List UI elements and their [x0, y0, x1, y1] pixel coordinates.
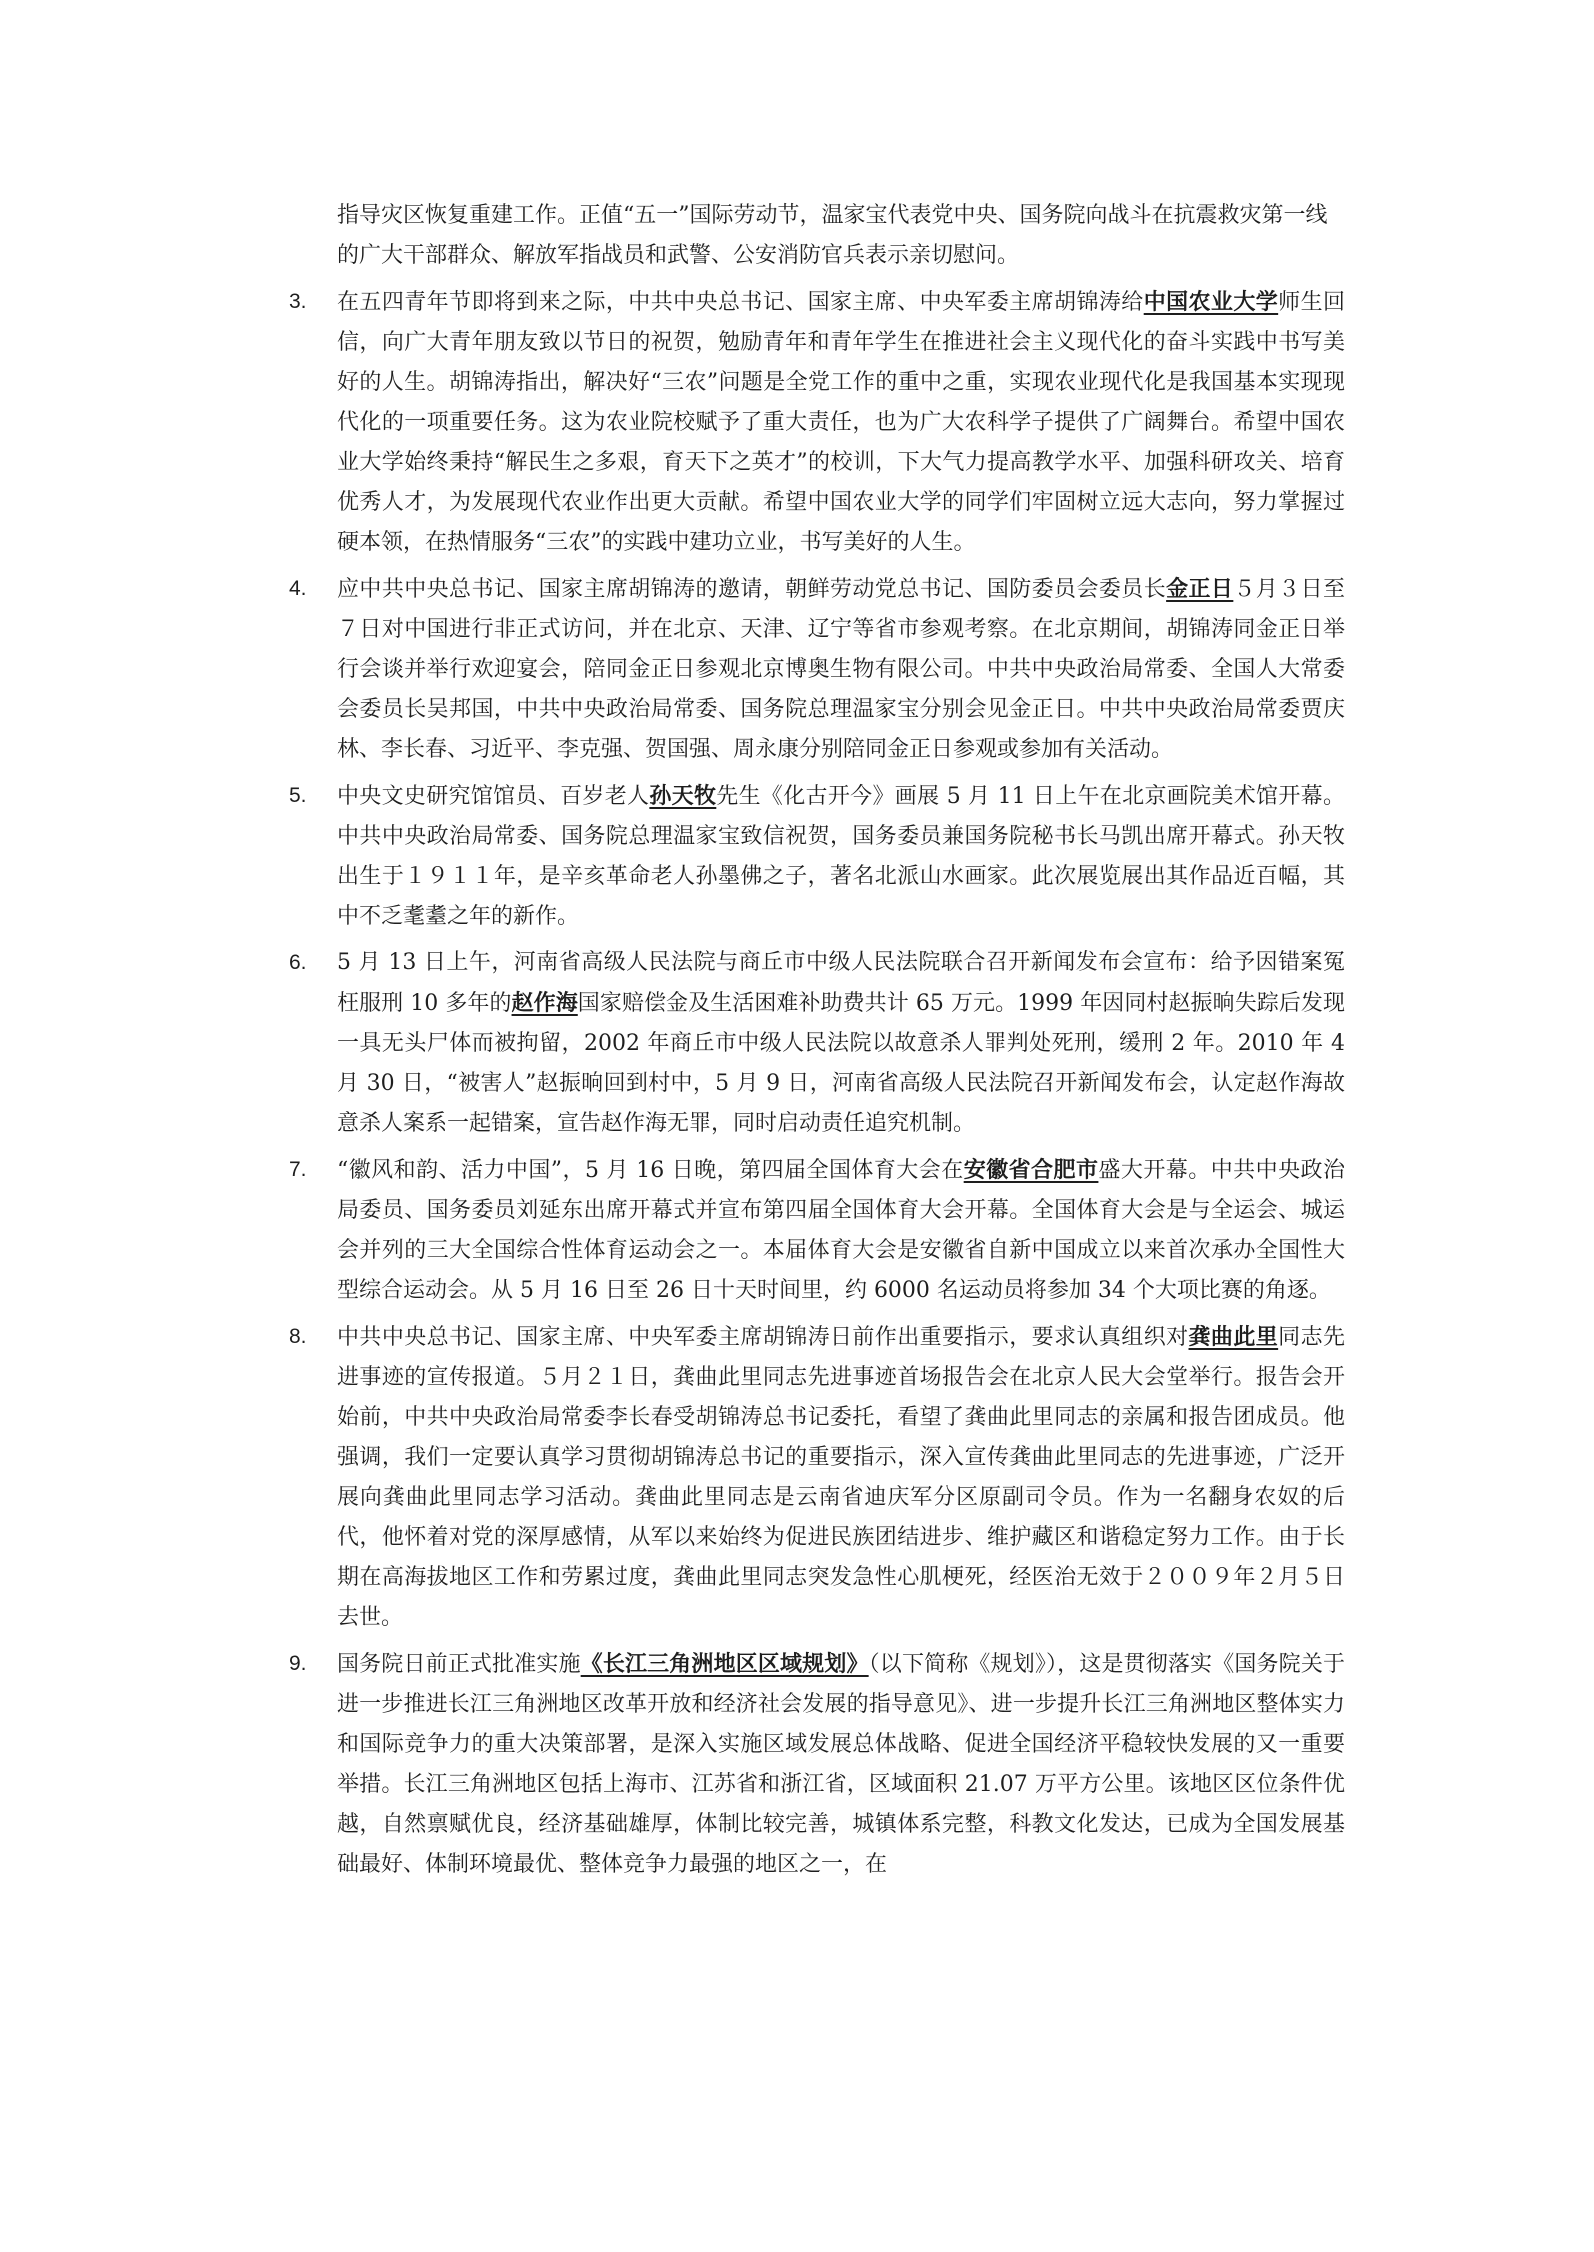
item-text: 先生《化古开今》画展 5 月 11 日上午在北京画院美术馆开幕。中共中央政治局常委、国务院总理温家宝致信祝贺，国务委员兼国务院秘书长马凯出席开幕式。孙天牧出生于１９１１年，是辛亥革命老人孙墨佛之子，著名北派山水画家。此次展览展出其作品近百幅，其中不乏耄耋之年的新作。 [337, 784, 1345, 929]
item-number: 7. [289, 1158, 307, 1181]
lead-paragraph: 指导灾区恢复重建工作。正值“五一”国际劳动节，温家宝代表党中央、国务院向战斗在抗震救灾第一线的广大干部群众、解放军指战员和武警、公安消防官兵表示亲切慰问。 [337, 203, 1328, 268]
item-text: 中央文史研究馆馆员、百岁老人 [337, 784, 650, 809]
item-number: 6. [289, 951, 307, 974]
item-text: “徽风和韵、活力中国”，5 月 16 日晚，第四届全国体育大会在 [337, 1158, 964, 1183]
entity-link[interactable]: 龚曲此里 [1188, 1324, 1279, 1350]
list-item-7 [285, 1150, 1345, 1311]
entity-link[interactable]: 安徽省合肥市 [963, 1157, 1099, 1183]
entity-link[interactable]: 《长江三角洲地区区域规划》 [580, 1651, 869, 1677]
list-item-3 [285, 282, 1345, 563]
entity-link[interactable]: 孙天牧 [649, 783, 717, 809]
item-text: 国务院日前正式批准实施 [337, 1652, 581, 1677]
item-text: 盛大开幕。中共中央政治局委员、国务委员刘延东出席开幕式并宣布第四届全国体育大会开幕。全国体育大会是与全运会、城运会并列的三大全国综合性体育运动会之一。本届体育大会是安徽省自新中国成立以来首次承办全国性大型综合运动会。从 5 月 16 日至 26 日十天时间里，约 6000 名运动员将参加 34 个大项比赛的角逐。 [337, 1158, 1345, 1303]
list-item-8 [285, 1317, 1345, 1638]
list-item-9 [285, 1644, 1345, 1885]
entity-link[interactable]: 金正日 [1166, 576, 1234, 602]
item-number: 3. [289, 290, 307, 313]
item-number: 9. [289, 1652, 307, 1675]
item-number: 5. [289, 784, 307, 807]
item-text: 师生回信，向广大青年朋友致以节日的祝贺，勉励青年和青年学生在推进社会主义现代化的奋斗实践中书写美好的人生。胡锦涛指出，解决好“三农”问题是全党工作的重中之重，实现农业现代化是我国基本实现现代化的一项重要任务。这为农业院校赋予了重大责任，也为广大农科学子提供了广阔舞台。希望中国农业大学始终秉持“解民生之多艰，育天下之英才”的校训，下大气力提高教学水平、加强科研攻关、培育优秀人才，为发展现代农业作出更大贡献。希望中国农业大学的同学们牢固树立远大志向，努力掌握过硬本领，在热情服务“三农”的实践中建功立业，书写美好的人生。 [337, 290, 1345, 555]
entity-link[interactable]: 赵作海 [511, 990, 578, 1016]
item-text: 同志先进事迹的宣传报道。５月２１日，龚曲此里同志先进事迹首场报告会在北京人民大会堂举行。报告会开始前，中共中央政治局常委李长春受胡锦涛总书记委托，看望了龚曲此里同志的亲属和报告团成员。他强调，我们一定要认真学习贯彻胡锦涛总书记的重要指示，深入宣传龚曲此里同志的先进事迹，广泛开展向龚曲此里同志学习活动。龚曲此里同志是云南省迪庆军分区原副司令员。作为一名翻身农奴的后代，他怀着对党的深厚感情，从军以来始终为促进民族团结进步、维护藏区和谐稳定努力工作。由于长期在高海拔地区工作和劳累过度，龚曲此里同志突发急性心肌梗死，经医治无效于２００９年２月５日去世。 [337, 1325, 1345, 1630]
list-item-6 [285, 943, 1345, 1144]
item-number: 8. [289, 1325, 307, 1348]
document-body [285, 196, 1345, 1885]
item-text: 5 月 13 日上午，河南省高级人民法院与商丘市中级人民法院联合召开新闻发布会宣布：给予因错案冤枉服刑 10 多年的 [337, 950, 1345, 1016]
item-text: 在五四青年节即将到来之际，中共中央总书记、国家主席、中央军委主席胡锦涛给 [337, 290, 1144, 315]
entity-link[interactable]: 中国农业大学 [1143, 289, 1279, 315]
item-text: 应中共中央总书记、国家主席胡锦涛的邀请，朝鲜劳动党总书记、国防委员会委员长 [337, 577, 1167, 602]
item-text: 国家赔偿金及生活困难补助费共计 65 万元。1999 年因同村赵振晌失踪后发现一具无头尸体而被拘留，2002 年商丘市中级人民法院以故意杀人罪判处死刑，缓刑 2 年。2010 年 4 月 30 日，“被害人”赵振晌回到村中，5 月 9 日，河南省高级人民法院召开新闻发布会，认定赵作海故意杀人案系一起错案，宣告赵作海无罪，同时启动责任追究机制。 [337, 991, 1345, 1136]
list-item-5 [285, 776, 1345, 937]
list-item-4 [285, 569, 1345, 770]
item-text: ５月３日至７日对中国进行非正式访问，并在北京、天津、辽宁等省市参观考察。在北京期间，胡锦涛同金正日举行会谈并举行欢迎宴会，陪同金正日参观北京博奥生物有限公司。中共中央政治局常委、全国人大常委会委员长吴邦国，中共中央政治局常委、国务院总理温家宝分别会见金正日。中共中央政治局常委贾庆林、李长春、习近平、李克强、贺国强、周永康分别陪同金正日参观或参加有关活动。 [337, 577, 1345, 762]
item-number: 4. [289, 577, 307, 600]
item-text: （以下简称《规划》），这是贯彻落实《国务院关于进一步推进长江三角洲地区改革开放和经济社会发展的指导意见》、进一步提升长江三角洲地区整体实力和国际竞争力的重大决策部署，是深入实施区域发展总体战略、促进全国经济平稳较快发展的又一重要举措。长江三角洲地区包括上海市、江苏省和浙江省，区域面积 21.07 万平方公里。该地区区位条件优越，自然禀赋优良，经济基础雄厚，体制比较完善，城镇体系完整，科教文化发达，已成为全国发展基础最好、体制环境最优、整体竞争力最强的地区之一，在 [337, 1652, 1345, 1877]
item-text: 中共中央总书记、国家主席、中央军委主席胡锦涛日前作出重要指示，要求认真组织对 [337, 1325, 1189, 1350]
